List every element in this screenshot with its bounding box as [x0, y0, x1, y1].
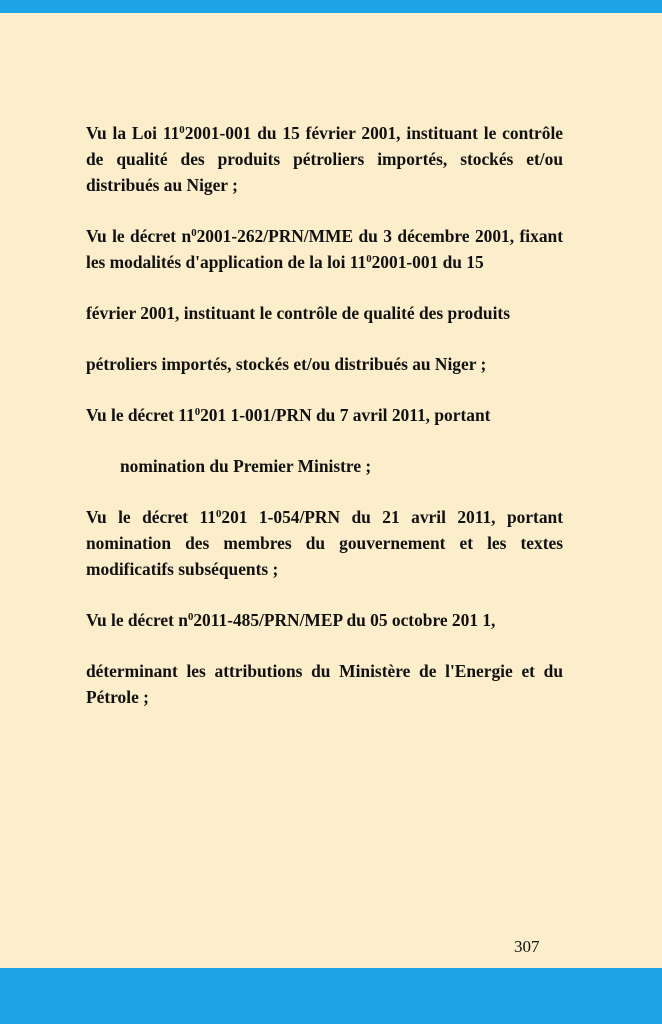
document-body	[86, 120, 563, 735]
visa-decret-2011-054	[86, 504, 563, 582]
superscript-o: 0	[179, 124, 185, 137]
text-segment: 201 1-001/PRN du 7 avril 2011, portant	[200, 405, 491, 425]
text-segment: 201 1-054/PRN du 21 avril 2011, portant nomination des membres du gouvernement et les textes modificatifs subséquents ;	[86, 507, 563, 579]
text-segment: Vu le décret n	[86, 610, 188, 630]
text-segment: février 2001, instituant le contrôle de qualité des produits	[86, 303, 510, 323]
text-segment: Vu le décret n	[86, 226, 192, 246]
visa-decret-2001-262	[86, 223, 563, 275]
superscript-o: 0	[194, 406, 201, 419]
text-segment: 2001-001 du 15 février 2001, instituant le contrôle de qualité des produits pétroliers importés, stockés et/ou distribués au Niger ;	[86, 123, 563, 195]
top-color-band	[0, 0, 662, 13]
visa-decret-2011-485	[86, 607, 563, 633]
visa-decret-2011-001	[86, 402, 563, 428]
text-segment: 2001-262/PRN/MME du 3 décembre 2001, fixant les modalités d'application de la loi 11	[86, 226, 563, 272]
superscript-o: 0	[366, 253, 372, 266]
visa-decret-2011-485-continued	[86, 658, 563, 710]
superscript-o: 0	[215, 508, 222, 521]
text-segment: déterminant les attributions du Ministère de l'Energie et du Pétrole ;	[86, 661, 563, 707]
text-segment: pétroliers importés, stockés et/ou distribués au Niger ;	[86, 354, 487, 374]
text-segment: Vu le décret 11	[86, 507, 216, 527]
superscript-o: 0	[191, 227, 197, 240]
text-segment: nomination du Premier Ministre ;	[120, 456, 372, 476]
superscript-o: 0	[187, 611, 194, 624]
visa-decret-2001-262-continued	[86, 300, 563, 326]
text-segment: Vu le décret 11	[86, 405, 195, 425]
page-number: 307	[514, 937, 540, 956]
visa-decret-2001-262-end	[86, 351, 563, 377]
text-segment: Vu la Loi 11	[86, 123, 180, 143]
visa-decret-2011-001-continued	[86, 453, 563, 479]
visa-loi-2001-001	[86, 120, 563, 198]
text-segment: 2001-001 du 15	[371, 252, 484, 272]
text-segment: 2011-485/PRN/MEP du 05 octobre 201 1,	[193, 610, 496, 630]
bottom-color-band	[0, 968, 662, 1024]
